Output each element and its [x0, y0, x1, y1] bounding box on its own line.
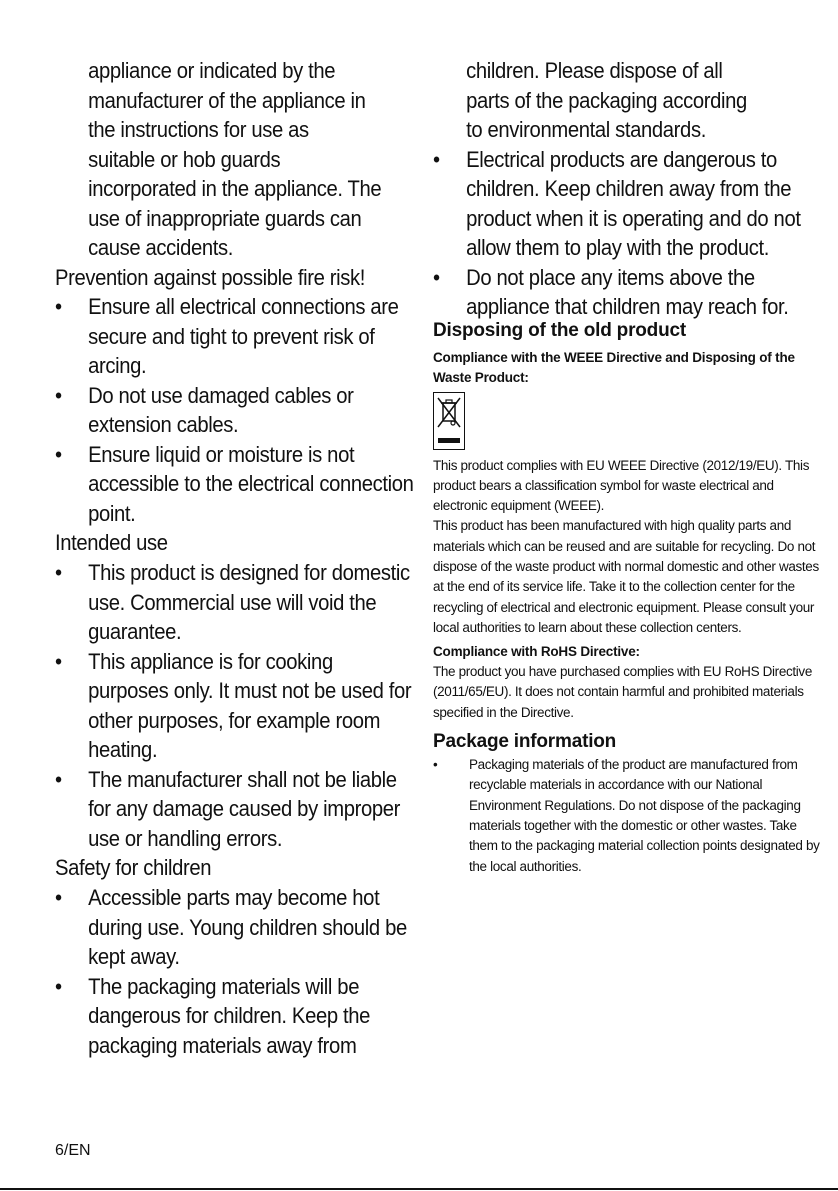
- safety-for-children-list: [55, 883, 416, 1060]
- list-item: • This product is designed for domestic use. Commercial use will void the guarantee.: [55, 558, 416, 647]
- intro-paragraph: [55, 56, 416, 263]
- weee-heading: Compliance with the WEEE Directive and Disposing of the Waste Product:: [433, 349, 795, 385]
- continued-line: parts of the packaging according: [466, 87, 747, 113]
- right-column: [433, 56, 828, 883]
- list-item: • Ensure all electrical connections are secure and tight to prevent risk of arcing.: [55, 292, 416, 381]
- right-column-continued-text: [433, 56, 811, 322]
- weee-paragraph: This product complies with EU WEEE Directive (2012/19/EU). This product bears a classification symbol for waste electrical and electronic equipment (WEEE).: [433, 457, 810, 514]
- intro-line: use of inappropriate guards can: [88, 205, 362, 231]
- page-number: 6/EN: [55, 1142, 91, 1159]
- intro-line: suitable or hob guards: [88, 146, 281, 172]
- list-item: • Packaging materials of the product are manufactured from recyclable materials in accordance with our National Environment Regulations. Do not dispose of the packaging materials together with the domestic or other wastes. Take them to the packaging material collection points designated by the local authorities.: [433, 755, 828, 877]
- disposing-heading: Disposing of the old product: [433, 319, 686, 341]
- rohs-paragraph: The product you have purchased complies with EU RoHS Directive (2011/65/EU). It does not contain harmful and prohibited materials specified in the Directive.: [433, 664, 812, 720]
- intro-line: incorporated in the appliance. The: [88, 176, 382, 201]
- package-information-heading: Package information: [433, 731, 617, 753]
- list-item: • Electrical products are dangerous to children. Keep children away from the product when it is operating and do not allow them to play with the product.: [433, 145, 811, 263]
- continued-paragraph: [433, 56, 811, 145]
- children-continued-list: [433, 145, 811, 322]
- intended-use-list: [55, 558, 416, 853]
- intro-line: appliance or indicated by the: [88, 58, 336, 83]
- continued-line: to environmental standards.: [466, 117, 706, 142]
- list-item: • This appliance is for cooking purposes only. It must not be used for other purposes, for example room heating.: [55, 647, 416, 765]
- list-item: • Do not place any items above the appliance that children may reach for.: [433, 263, 811, 322]
- list-item: • Accessible parts may become hot during use. Young children should be kept away.: [55, 883, 416, 972]
- list-item: • Ensure liquid or moisture is not accessible to the electrical connection point.: [55, 440, 416, 529]
- intro-line: manufacturer of the appliance in: [88, 87, 366, 113]
- bottom-divider: [0, 1188, 838, 1190]
- intro-line: cause accidents.: [88, 235, 234, 260]
- safety-for-children-heading: Safety for children: [55, 855, 212, 880]
- crossed-out-wheelie-bin-icon: [433, 392, 465, 450]
- left-column-text: [55, 56, 416, 1060]
- fire-risk-list: [55, 292, 416, 528]
- disposal-section: [433, 318, 828, 877]
- list-item: • Do not use damaged cables or extension cables.: [55, 381, 416, 440]
- list-item: • The packaging materials will be dangerous for children. Keep the packaging materials away from: [55, 972, 416, 1061]
- continued-line: children. Please dispose of all: [466, 58, 723, 83]
- intended-use-heading: Intended use: [55, 530, 168, 555]
- fire-risk-heading: Prevention against possible fire risk!: [55, 264, 366, 290]
- package-information-list: [433, 755, 828, 877]
- left-column: [55, 56, 415, 1060]
- rohs-heading: Compliance with RoHS Directive:: [433, 644, 640, 660]
- list-item: • The manufacturer shall not be liable for any damage caused by improper use or handling errors.: [55, 765, 416, 854]
- weee-paragraph: This product has been manufactured with high quality parts and materials which can be reused and are suitable for recycling. Do not dispose of the waste product with normal domestic and other wastes at the end of its service life. Take it to the collection center for the recycling of electrical and electronic equipment. Please consult your local authorities to learn about these collection centers.: [433, 518, 819, 635]
- intro-line: the instructions for use as: [88, 117, 309, 142]
